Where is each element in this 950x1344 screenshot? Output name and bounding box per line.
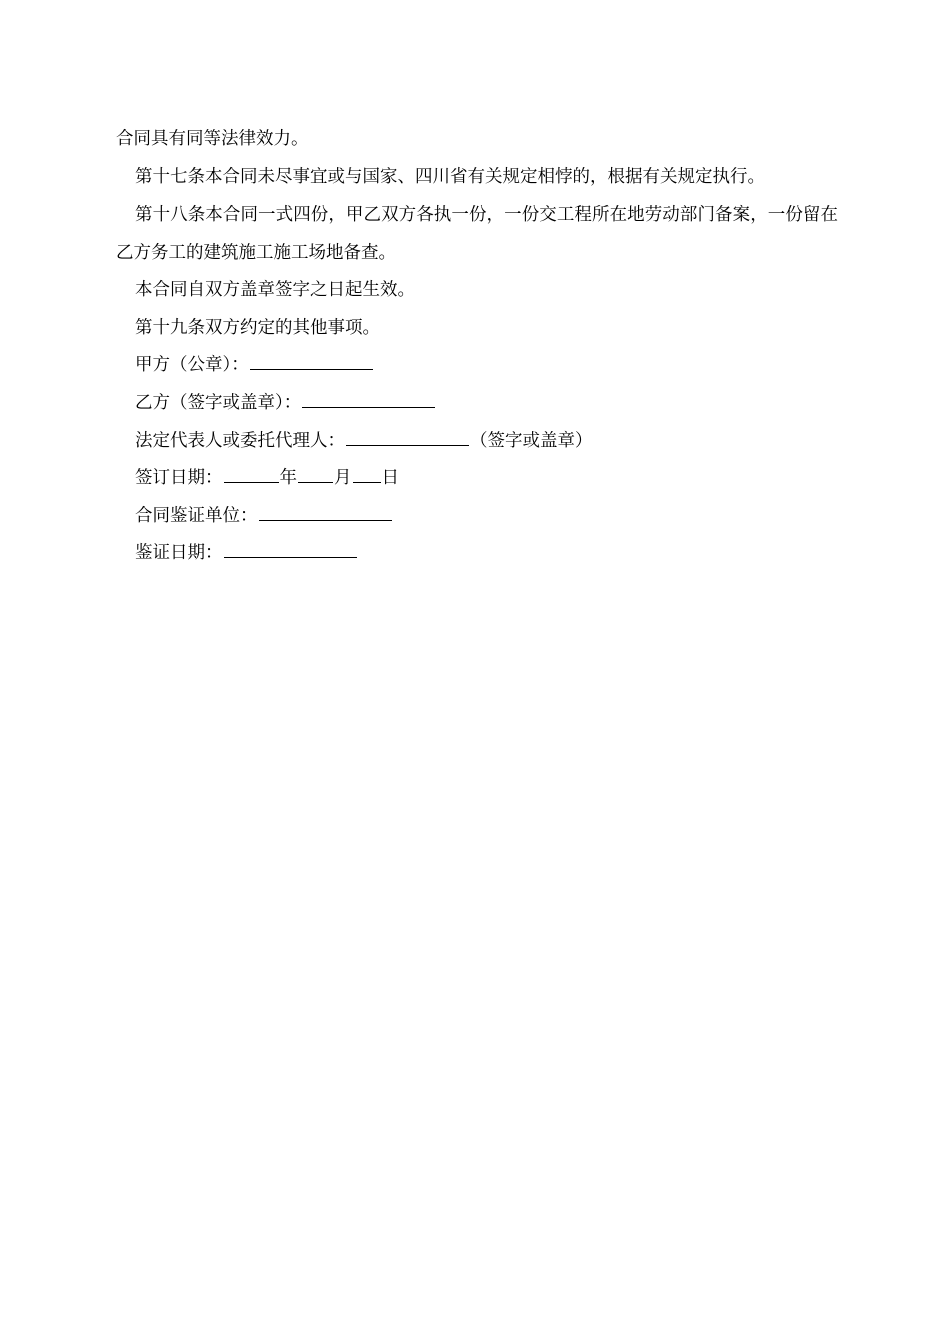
day-blank (353, 468, 381, 483)
article-18: 第十八条本合同一式四份，甲乙双方各执一份，一份交工程所在地劳动部门备案，一份留在乙方务工的建筑施工施工场地备查。 (116, 205, 838, 264)
legal-rep-blank (346, 431, 469, 446)
verify-date-line (116, 535, 838, 573)
month-label: 月 (334, 468, 352, 489)
year-label: 年 (279, 468, 297, 489)
legal-rep-line (116, 423, 838, 461)
verify-unit-label: 合同鉴证单位： (135, 505, 258, 526)
verify-date-blank (224, 543, 357, 558)
sign-date-line (116, 460, 838, 498)
article-17: 第十七条本合同未尽事宜或与国家、四川省有关规定相悖的，根据有关规定执行。 (135, 166, 765, 187)
party-a-line (116, 347, 838, 385)
verify-date-label: 鉴证日期： (135, 543, 223, 564)
year-blank (224, 468, 279, 483)
legal-rep-label: 法定代表人或委托代理人： (135, 430, 345, 451)
day-label: 日 (381, 468, 399, 489)
verify-unit-line (116, 498, 838, 536)
party-b-blank (302, 393, 435, 408)
effective-clause: 本合同自双方盖章签字之日起生效。 (135, 280, 415, 301)
article-19: 第十九条双方约定的其他事项。 (135, 317, 380, 338)
legal-rep-suffix: （签字或盖章） (470, 430, 593, 451)
party-a-blank (250, 355, 373, 370)
document-body (116, 121, 838, 573)
party-b-label: 乙方（签字或盖章）： (135, 392, 302, 413)
verify-unit-blank (259, 506, 392, 521)
paragraph-continuation: 合同具有同等法律效力。 (116, 129, 309, 149)
party-a-label: 甲方（公章）： (135, 355, 249, 376)
party-b-line (116, 385, 838, 423)
sign-date-label: 签订日期： (135, 468, 223, 489)
month-blank (298, 468, 333, 483)
